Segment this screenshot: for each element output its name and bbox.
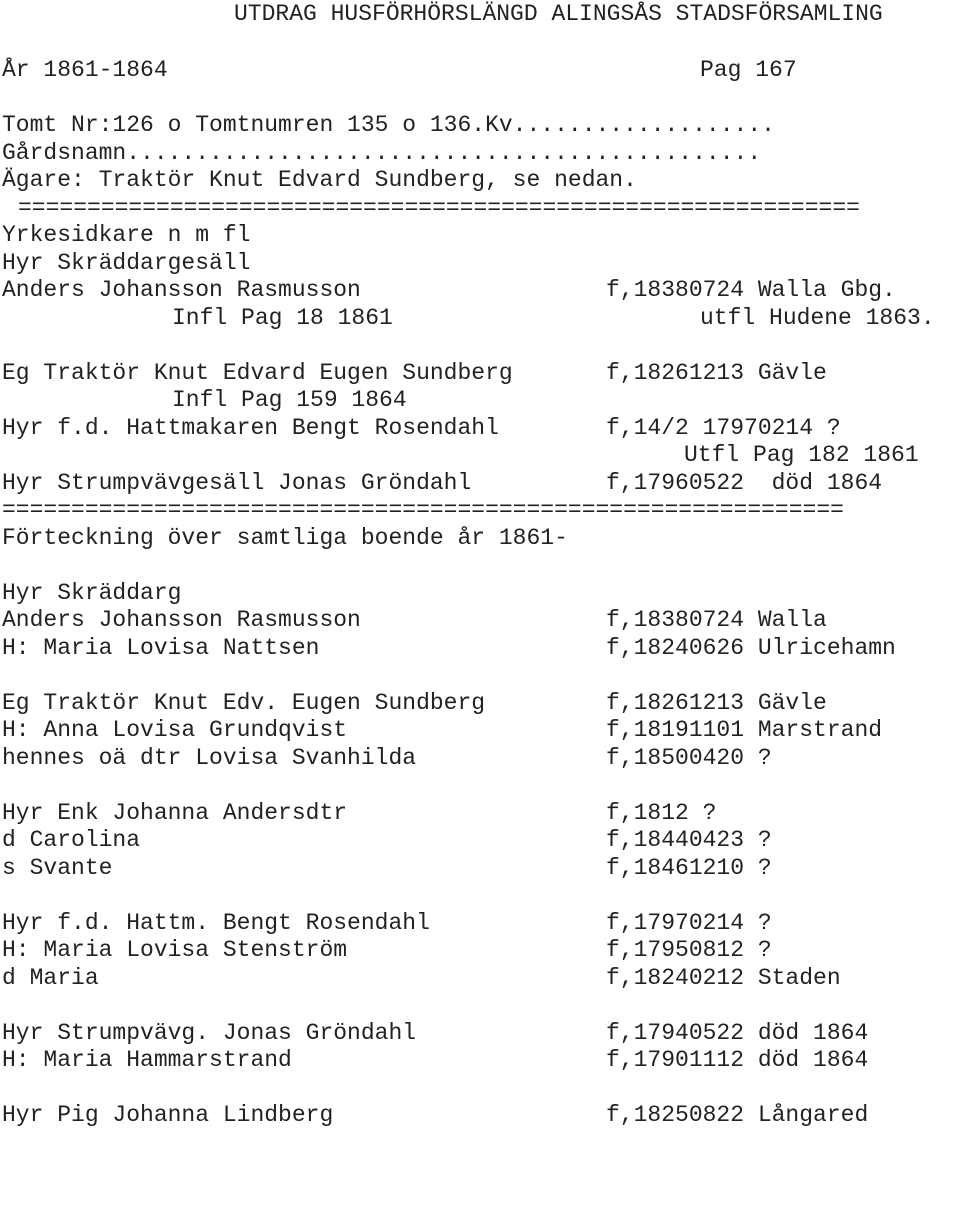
- lot-number: Tomt Nr:126 o Tomtnumren 135 o 136.Kv...................: [2, 112, 775, 138]
- entry-info: f,14/2 17970214 ?: [606, 415, 841, 441]
- resident-name: Anders Johansson Rasmusson: [2, 607, 361, 633]
- resident-info: f,17940522 död 1864: [606, 1020, 869, 1046]
- resident-row: [0, 690, 960, 717]
- entry-name: Anders Johansson Rasmusson: [2, 277, 361, 303]
- resident-row: [0, 745, 960, 772]
- document-title: UTDRAG HUSFÖRHÖRSLÄNGD ALINGSÅS STADSFÖRSAMLING: [234, 1, 883, 27]
- year-range: År 1861-1864: [2, 57, 168, 83]
- resident-row: [0, 717, 960, 744]
- resident-row: [0, 827, 960, 854]
- owner-line: [0, 167, 960, 194]
- entry-name: Infl Pag 159 1864: [172, 387, 407, 413]
- resident-row: [0, 1102, 960, 1129]
- resident-name: Hyr f.d. Hattm. Bengt Rosendahl: [2, 910, 430, 936]
- resident-name: Hyr Skräddarg: [2, 580, 182, 606]
- resident-row: [0, 1047, 960, 1074]
- resident-row: [0, 910, 960, 937]
- resident-name: Hyr Enk Johanna Andersdtr: [2, 800, 348, 826]
- separator-1: =============================================================: [18, 195, 860, 221]
- resident-name: H: Anna Lovisa Grundqvist: [2, 717, 348, 743]
- resident-row: [0, 800, 960, 827]
- entry-row: [0, 415, 960, 442]
- resident-name: H: Maria Hammarstrand: [2, 1047, 292, 1073]
- category-line: [0, 222, 960, 249]
- resident-info: f,18250822 Långared: [606, 1102, 869, 1128]
- entry-info: f,18380724 Walla Gbg.: [606, 277, 896, 303]
- separator-2: =============================================================: [2, 497, 844, 523]
- entry-row: [0, 442, 960, 469]
- separator-top: [0, 195, 960, 222]
- entry-name: Eg Traktör Knut Edvard Eugen Sundberg: [2, 360, 513, 386]
- list-title-line: [0, 525, 960, 552]
- resident-row: [0, 1020, 960, 1047]
- resident-name: Eg Traktör Knut Edv. Eugen Sundberg: [2, 690, 486, 716]
- entry-row: [0, 277, 960, 304]
- resident-info: f,18261213 Gävle: [606, 690, 827, 716]
- resident-info: f,18440423 ?: [606, 827, 772, 853]
- lot-line: [0, 112, 960, 139]
- entry-name: Hyr Strumpvävgesäll Jonas Gröndahl: [2, 470, 472, 496]
- farm-name: Gårdsnamn..............................................: [2, 140, 762, 166]
- resident-info: f,17970214 ?: [606, 910, 772, 936]
- entry-name: Hyr Skräddargesäll: [2, 250, 251, 276]
- entry-row: [0, 387, 960, 414]
- resident-info: f,18380724 Walla: [606, 607, 827, 633]
- resident-info: f,18240212 Staden: [606, 965, 841, 991]
- owner: Ägare: Traktör Knut Edvard Sundberg, se nedan.: [2, 167, 637, 193]
- year-page-line: [0, 57, 960, 84]
- resident-name: H: Maria Lovisa Stenström: [2, 937, 348, 963]
- resident-name: s Svante: [2, 855, 113, 881]
- entry-info: f,17960522 död 1864: [606, 470, 883, 496]
- resident-info: f,1812 ?: [606, 800, 717, 826]
- entry-row: [0, 305, 960, 332]
- resident-info: f,17950812 ?: [606, 937, 772, 963]
- entry-name: Infl Pag 18 1861: [172, 305, 393, 331]
- resident-row: [0, 855, 960, 882]
- entry-info: utfl Hudene 1863.: [700, 305, 935, 331]
- entry-row: [0, 470, 960, 497]
- resident-row: [0, 937, 960, 964]
- resident-name: Hyr Pig Johanna Lindberg: [2, 1102, 334, 1128]
- document-title-line: [0, 1, 960, 28]
- page-number: Pag 167: [700, 57, 797, 83]
- entry-info: Utfl Pag 182 1861: [684, 442, 919, 468]
- entry-name: Hyr f.d. Hattmakaren Bengt Rosendahl: [2, 415, 499, 441]
- resident-name: d Maria: [2, 965, 99, 991]
- entry-row: [0, 360, 960, 387]
- separator-middle: [0, 497, 960, 524]
- list-title: Förteckning över samtliga boende år 1861-: [2, 525, 568, 551]
- resident-row: [0, 965, 960, 992]
- resident-info: f,18461210 ?: [606, 855, 772, 881]
- farm-name-line: [0, 140, 960, 167]
- entry-info: f,18261213 Gävle: [606, 360, 827, 386]
- entry-row: [0, 250, 960, 277]
- resident-row: [0, 580, 960, 607]
- resident-row: [0, 635, 960, 662]
- resident-name: Hyr Strumpvävg. Jonas Gröndahl: [2, 1020, 417, 1046]
- resident-name: d Carolina: [2, 827, 141, 853]
- category-label: Yrkesidkare n m fl: [2, 222, 251, 248]
- resident-info: f,18240626 Ulricehamn: [606, 635, 896, 661]
- resident-info: f,18191101 Marstrand: [606, 717, 883, 743]
- resident-info: f,17901112 död 1864: [606, 1047, 869, 1073]
- resident-info: f,18500420 ?: [606, 745, 772, 771]
- resident-name: hennes oä dtr Lovisa Svanhilda: [2, 745, 417, 771]
- resident-name: H: Maria Lovisa Nattsen: [2, 635, 320, 661]
- resident-row: [0, 607, 960, 634]
